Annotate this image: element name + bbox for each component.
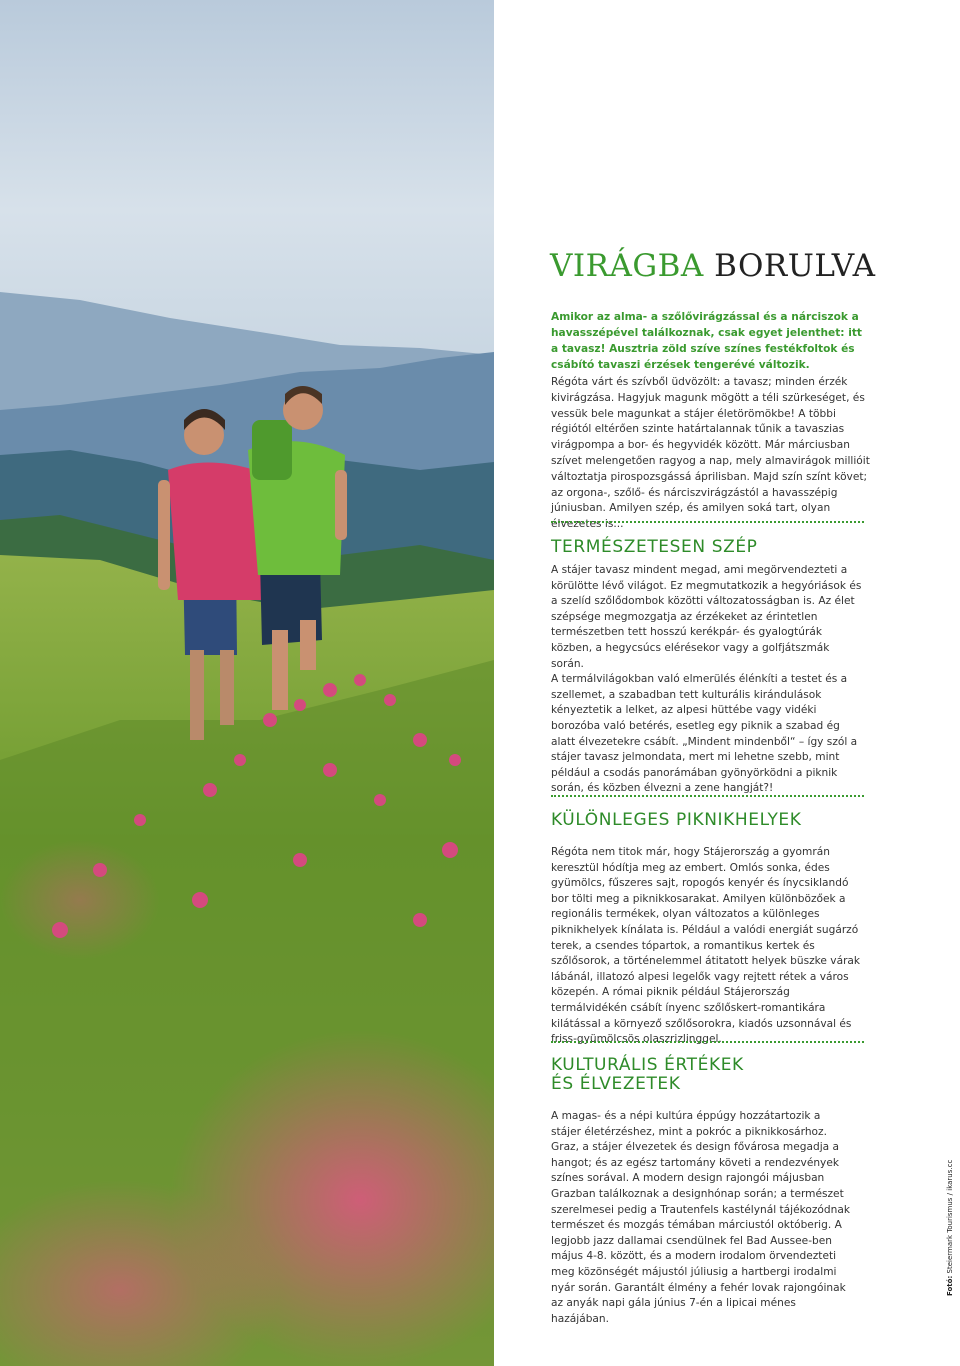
flower-blur-3 [0,840,160,960]
section-paragraph: Régóta nem titok már, hogy Stájerország a gyomrán keresztül hódítja meg az embert. Omlós sonka, édes gyümölcs, fűszeres sajt, ropogós kenyér és ínycsiklandó bor tölti meg a piknikkosarakat. Amilyen különbözőek a regionális termékek, olyan változatos a különleges piknikhelyek kínálata is. Például a valódi energiát sugárzó terek, a csendes tópartok, a romantikus kertek és szőlősorok, a történelemmel átitatott helyek büszke várak lábánál, illatozó alpesi legelők vagy rejtett rétek a város közepén. A római piknik például Stájerország termálvidékén csábít ínyenc szőlőskert-romantikára kilátással a környező szőlősorokra, kiadós uzsonnával és friss-gyümölcsös olaszrizlinggel. [551,846,861,1046]
photo-credit [946,1160,954,1296]
section-body-termeszetesen-szep [551,563,863,797]
section-paragraph: A termálvilágokban való elmerülés élénkíti a testet és a szellemet, a szabadban tett kulturális kirándulások kényeztetik a lelket, az alpesi hüttébe vagy vidéki borozóba való betérés, esetleg egy piknik a szabad ég alatt élvezetekre csábít. „Mindent mindenből“ – így szól a stájer tavasz jelmondata, mert mi lehetne szebb, mint például a csodás panorámában gyönyörködni a piknik során, és közben élvezni a zene hangját?! [551,673,858,795]
photo-credit-text: Steiermark Tourismus / ikarus.cc [946,1159,954,1274]
section-divider-2 [551,795,864,797]
section-title-kulonleges-piknikhelyek: KÜLÖNLEGES PIKNIKHELYEK [551,810,802,830]
lead-paragraph: Amikor az alma- a szőlővirágzással és a nárciszok a havasszépével találkoznak, csak egyet jelenthet: itt a tavasz! Ausztria zöld szíve színes festékfoltok és csábító tavaszi érzések tengerévé változik. [551,311,862,371]
title-part-2: BORULVA [714,248,876,284]
section-title-line: KULTURÁLIS ÉRTÉKEK [551,1055,744,1075]
section-divider-1 [551,521,864,523]
intro-paragraph: Régóta várt és szívből üdvözölt: a tavasz; minden érzék kivirágzása. Hagyjuk magunk mögött a téli szürkeséget, és vessük bele magunkat a stájer életörömökbe! A többi régiótól eltérően szinte határtalannak tűnik a tavaszias virágpompa a bor- és hegyvidék között. Már márciusban szívet melengetően ragyog a nap, mely almavirágok millióit változtatja pirospozsgássá áprilisban. Majd szín színt követ; az orgona-, szőlő- és nárciszvirágzástól a havasszépig júniusban. Amilyen szép, és amilyen soká tart, olyan élvezetes is... [551,376,870,531]
section-body-kulonleges-piknikhelyek [551,845,866,1048]
photo-credit-label: Fotó: [946,1275,954,1296]
title-part-1: VIRÁGBA [550,248,704,284]
section-divider-3 [551,1041,864,1043]
section-paragraph: A stájer tavasz mindent megad, ami megörvendezteti a körülötte lévő világot. Ez megmutatkozik a hegyóriások és a szelíd szőlődombok közötti változatosságban is. Az élet szépsége megmozgatja az érzékeket az érintetlen természetben tett hosszú kerékpár- és gyalogtúrák közben, a hegycsúcs elérésekor vagy a golfjátszmák során. [551,564,862,670]
page-title [550,248,875,285]
section-paragraph: A magas- és a népi kultúra éppúgy hozzátartozik a stájer életérzéshez, mint a pokróc a piknikkosárhoz. Graz, a stájer élvezetek és design fővárosa megadja a hangot; és az egész tartomány követi a rendezvények színes sorával. A modern design rajongói májusban Grazban találkoznak a designhónap során; a természet szerelmesei pedig a Trautenfels kastélynál tájékozódnak természet és mozgás témában márciustól októberig. A legjobb jazz dallamai csendülnek fel Bad Aussee-ben május 4-8. között, és a modern irodalom örvendezteti meg közönségét májustól júliusig a hartbergi irodalmi nyár során. Garantált élmény a fehér lovak rajongóinak az anyák napi gála június 7-én a lipicai ménes hazájában. [551,1110,850,1325]
section-title-termeszetesen-szep: TERMÉSZETESEN SZÉP [551,537,758,557]
section-title-line: ÉS ÉLVEZETEK [551,1074,681,1094]
section-title-kulturalis-ertekek [551,1056,744,1094]
section-body-kulturalis-ertekek [551,1109,851,1327]
